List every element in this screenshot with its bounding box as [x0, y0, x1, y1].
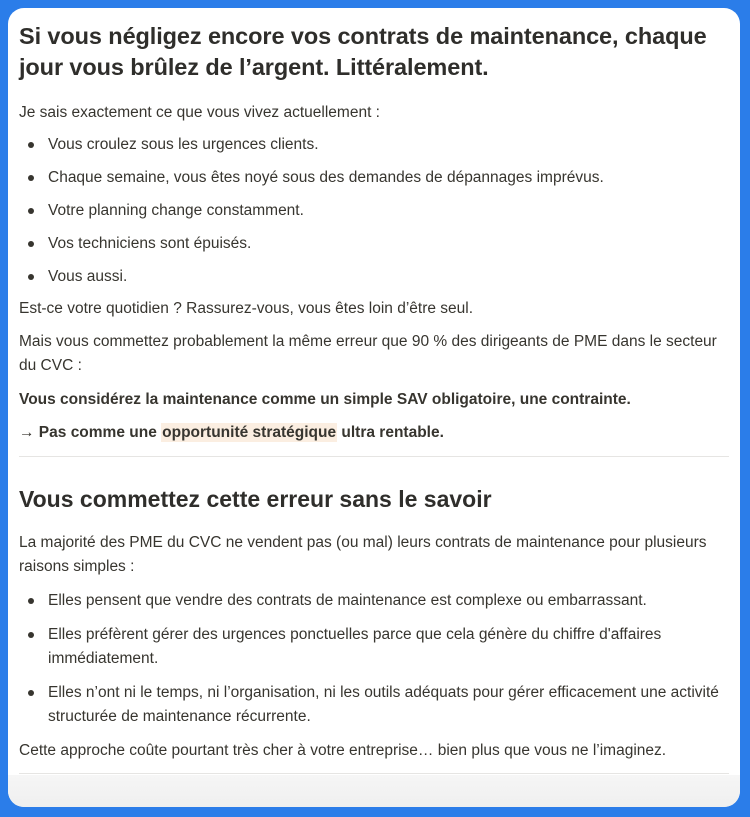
list-item: [19, 681, 729, 729]
list-item: [19, 589, 729, 613]
bullet-icon: [28, 690, 34, 696]
highlighted-text: opportunité stratégique: [162, 424, 337, 441]
bullet-icon: [28, 175, 34, 181]
list-item-text: Votre planning change constamment.: [48, 202, 304, 219]
list-item-text: Elles pensent que vendre des contrats de maintenance est complexe ou embarrassant.: [48, 592, 647, 609]
list-item-text: Vous aussi.: [48, 268, 128, 285]
list-item-text: Vos techniciens sont épuisés.: [48, 235, 252, 252]
list-item-text: Chaque semaine, vous êtes noyé sous des demandes de dépannages imprévus.: [48, 169, 604, 186]
section1-mistake: Mais vous commettez probablement la même erreur que 90 % des dirigeants de PME dans le secteur du CVC :: [19, 333, 717, 374]
arrow-prefix: → Pas comme une: [19, 424, 162, 441]
list-item: [19, 265, 729, 289]
document-frame: [8, 8, 740, 807]
section1-intro: Je sais exactement ce que vous vivez actuellement :: [19, 104, 380, 121]
list-item: [19, 623, 729, 671]
list-item: [19, 133, 729, 157]
section1-arrow-line: [19, 421, 729, 445]
section1-bold-statement: Vous considérez la maintenance comme un simple SAV obligatoire, une contrainte.: [19, 391, 631, 408]
section-divider: [19, 456, 729, 457]
list-item-text: Elles n’ont ni le temps, ni l’organisation, ni les outils adéquats pour gérer efficacement une activité structurée de maintenance récurrente.: [48, 684, 719, 725]
list-item-text: Elles préfèrent gérer des urgences ponctuelles parce que cela génère du chiffre d'affaires immédiatement.: [48, 626, 662, 667]
bullet-icon: [28, 142, 34, 148]
bullet-icon: [28, 274, 34, 280]
section1-question: Est-ce votre quotidien ? Rassurez-vous, vous êtes loin d’être seul.: [19, 300, 474, 317]
bullet-icon: [28, 598, 34, 604]
bullet-icon: [28, 208, 34, 214]
section2-conclusion: Cette approche coûte pourtant très cher à votre entreprise… bien plus que vous ne l’imaginez.: [19, 742, 667, 759]
arrow-suffix: ultra rentable.: [337, 424, 444, 441]
bullet-icon: [28, 241, 34, 247]
list-item-text: Vous croulez sous les urgences clients.: [48, 136, 319, 153]
section1-heading: Si vous négligez encore vos contrats de maintenance, chaque jour vous brûlez de l’argent. Littéralement.: [19, 23, 707, 80]
bullet-icon: [28, 632, 34, 638]
section-divider: [19, 773, 729, 774]
section2-heading: Vous commettez cette erreur sans le savoir: [19, 486, 492, 512]
list-item: [19, 199, 729, 223]
bottom-bar: [8, 775, 740, 807]
section2-intro: La majorité des PME du CVC ne vendent pas (ou mal) leurs contrats de maintenance pour plusieurs raisons simples :: [19, 534, 707, 575]
list-item: [19, 166, 729, 190]
list-item: [19, 232, 729, 256]
